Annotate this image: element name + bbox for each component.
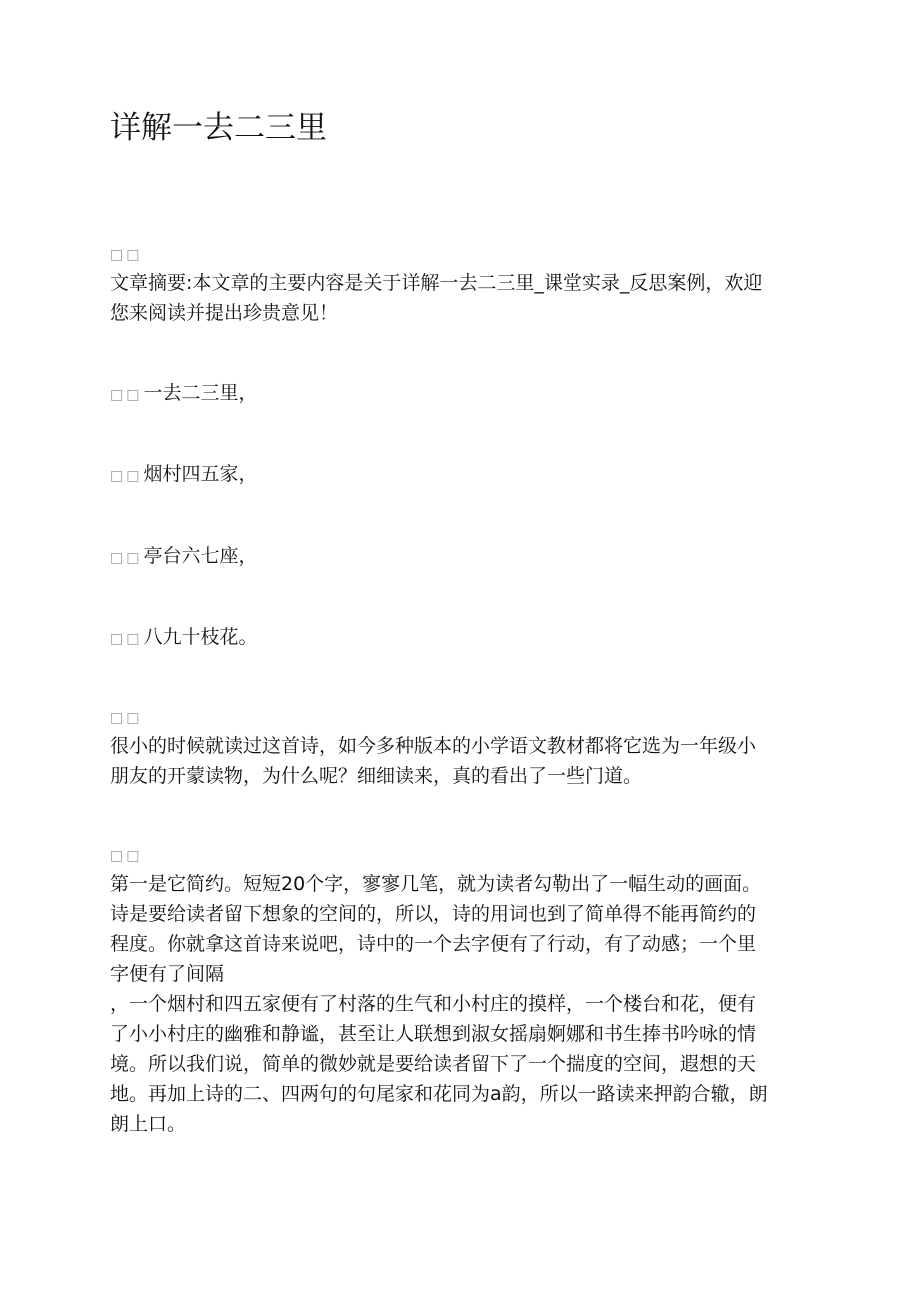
summary-line-1: 文章摘要:本文章的主要内容是关于详解一去二三里_课堂实录_反思案例，欢迎 xyxy=(110,272,763,294)
poem-line-1-row xyxy=(110,378,810,410)
paragraph-1-line-2: 朋友的开蒙读物，为什么呢？细细读来，真的看出了一些门道。 xyxy=(110,765,643,787)
paragraph-1-line-1: 很小的时候就读过这首诗，如今多种版本的小学语文教材都将它选为一年级小 xyxy=(110,735,757,757)
paragraph-2-line-6: 了小小村庄的幽雅和静谧，甚至让人联想到淑女摇扇婀娜和书生捧书吟咏的情 xyxy=(110,1023,757,1045)
paragraph-2-line-5: ，一个烟村和四五家便有了村落的生气和小村庄的摸样，一个楼台和花，便有 xyxy=(110,993,757,1015)
paragraph-marker: □□ xyxy=(110,550,143,566)
paragraph-marker: □□ xyxy=(110,468,143,484)
paragraph-marker: □□ xyxy=(110,631,143,647)
poem-line-4: 八九十枝花。 xyxy=(143,626,258,648)
paragraph-2-line-1: 第一是它简约。短短20个字，寥寥几笔，就为读者勾勒出了一幅生动的画面。 xyxy=(110,873,762,895)
paragraph-2-line-8: 地。再加上诗的二、四两句的句尾家和花同为a韵，所以一路读来押韵合辙，朗 xyxy=(110,1083,768,1105)
poem-line-2-row xyxy=(110,459,810,491)
paragraph-marker: □□ xyxy=(110,710,143,726)
paragraph-marker: □□ xyxy=(110,247,143,263)
poem-line-1: 一去二三里， xyxy=(143,382,258,404)
paragraph-2-line-9: 朗上口。 xyxy=(110,1113,187,1135)
paragraph-2-line-4: 字便有了间隔 xyxy=(110,963,225,985)
poem-line-2: 烟村四五家， xyxy=(143,463,258,485)
paragraph-marker: □□ xyxy=(110,387,143,403)
paragraph-2 xyxy=(110,843,810,1139)
poem-line-4-row xyxy=(110,622,810,654)
summary-section xyxy=(110,242,810,328)
paragraph-2-line-3: 程度。你就拿这首诗来说吧，诗中的一个去字便有了行动，有了动感；一个里 xyxy=(110,933,757,955)
document-title: 详解一去二三里 xyxy=(110,110,327,146)
poem-line-3-row xyxy=(110,541,810,573)
paragraph-marker: □□ xyxy=(110,848,143,864)
poem-line-3: 亭台六七座， xyxy=(143,545,258,567)
summary-line-2: 您来阅读并提出珍贵意见！ xyxy=(110,302,339,324)
paragraph-2-line-7: 境。所以我们说，简单的微妙就是要给读者留下了一个揣度的空间，遐想的天 xyxy=(110,1053,757,1075)
paragraph-2-line-2: 诗是要给读者留下想象的空间的，所以，诗的用词也到了简单得不能再简约的 xyxy=(110,903,757,925)
paragraph-1 xyxy=(110,705,810,791)
